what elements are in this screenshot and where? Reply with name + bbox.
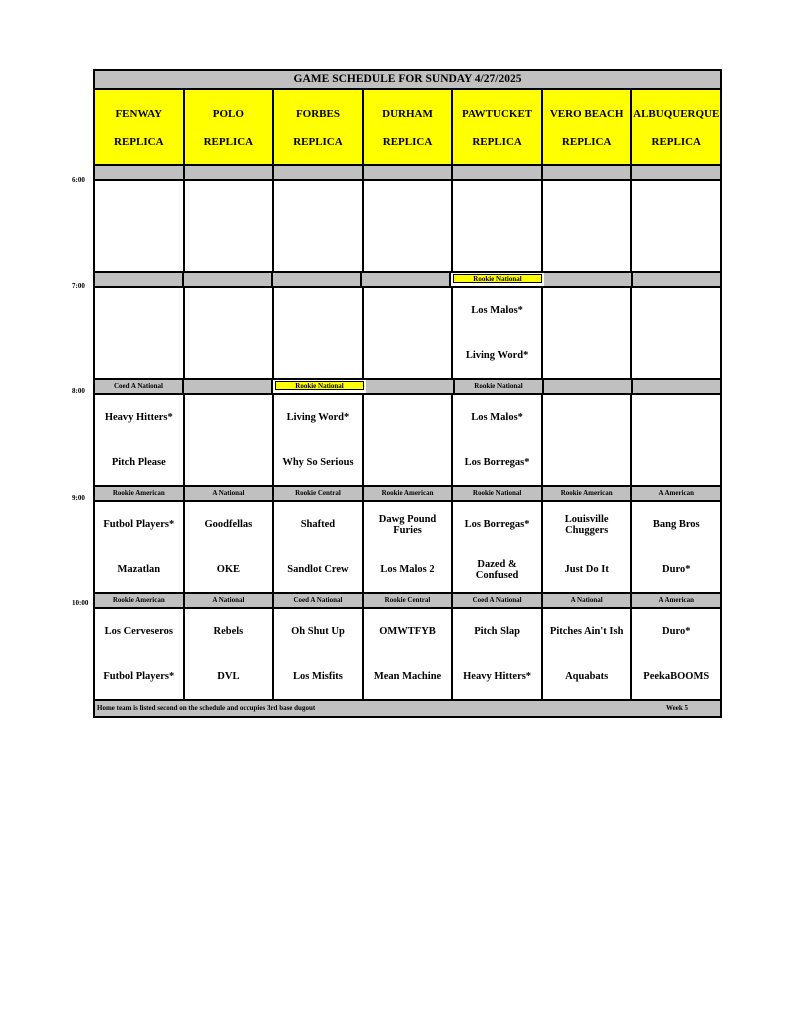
game-cell: [364, 181, 454, 271]
away-team: [406, 288, 410, 333]
division-label: [633, 380, 720, 393]
division-label: Rookie American: [95, 487, 185, 500]
away-team: Los Borregas*: [464, 519, 530, 530]
week-label: Week 5: [666, 704, 688, 712]
division-label: [366, 380, 455, 393]
home-team: [226, 333, 230, 378]
away-team: Los Malos*: [471, 305, 523, 316]
game-cell: [453, 181, 543, 271]
division-label: [362, 273, 451, 286]
field-sub: REPLICA: [293, 136, 343, 148]
away-team: Rebels: [213, 626, 244, 637]
home-team: Duro*: [662, 564, 691, 575]
away-team: [137, 288, 141, 333]
time-slots: [95, 166, 720, 701]
away-team: [674, 181, 678, 226]
away-team: [226, 288, 230, 333]
game-cell: [274, 288, 364, 378]
away-team: [674, 395, 678, 440]
home-team: Just Do It: [564, 564, 609, 575]
time-label: 8:00: [72, 387, 85, 395]
field-header: [632, 90, 720, 164]
division-label: [95, 166, 185, 179]
division-label: Rookie American: [364, 487, 454, 500]
field-header: [274, 90, 364, 164]
home-team: OKE: [216, 564, 241, 575]
game-cell: [95, 395, 185, 485]
time-label: 7:00: [72, 282, 85, 290]
game-cell: [95, 609, 185, 699]
away-team: [585, 395, 589, 440]
game-cell: [364, 288, 454, 378]
away-team: Shafted: [300, 519, 336, 530]
away-team: [316, 288, 320, 333]
game-cell: [453, 609, 543, 699]
division-label: [184, 273, 273, 286]
field-header-row: [95, 90, 720, 166]
home-team: Aquabats: [565, 671, 609, 682]
division-label: Rookie Central: [364, 594, 454, 607]
time-label: 9:00: [72, 494, 85, 502]
away-team: Los Malos*: [471, 412, 523, 423]
away-team: Heavy Hitters*: [104, 412, 173, 423]
home-team: Dazed & Confused: [475, 558, 519, 581]
division-label: [364, 166, 454, 179]
home-team: Living Word*: [465, 350, 529, 361]
away-team: Goodfellas: [204, 519, 253, 530]
away-team: [226, 395, 230, 440]
division-row: [95, 594, 720, 609]
division-label: Rookie American: [95, 594, 185, 607]
time-label: 10:00: [72, 599, 89, 607]
game-cell: [185, 288, 275, 378]
game-cell: [543, 502, 633, 592]
game-cell: [543, 288, 633, 378]
time-label: 6:00: [72, 176, 85, 184]
footer-note: Home team is listed second on the schedule and occupies 3rd base dugout: [97, 704, 316, 712]
game-row: [95, 502, 720, 594]
division-label: [543, 166, 633, 179]
away-team: [137, 181, 141, 226]
division-label: Rookie National: [453, 487, 543, 500]
away-team: [316, 181, 320, 226]
field-header: [543, 90, 633, 164]
game-cell: [632, 609, 720, 699]
home-team: [585, 440, 589, 485]
home-team: Heavy Hitters*: [463, 671, 532, 682]
game-cell: [543, 181, 633, 271]
home-team: Mazatlan: [117, 564, 161, 575]
home-team: Los Borregas*: [464, 457, 530, 468]
away-team: Pitches Ain't Ish: [549, 626, 624, 637]
game-cell: [453, 395, 543, 485]
game-cell: [185, 502, 275, 592]
away-team: [495, 181, 499, 226]
division-label: [632, 166, 720, 179]
home-team: [226, 440, 230, 485]
away-team: Pitch Slap: [474, 626, 520, 637]
division-label: A American: [632, 487, 720, 500]
game-cell: [95, 181, 185, 271]
game-row: [95, 288, 720, 380]
home-team: Futbol Players*: [103, 671, 175, 682]
home-team: [316, 333, 320, 378]
division-label: Rookie Central: [274, 487, 364, 500]
division-label: [273, 273, 362, 286]
division-label: [633, 273, 720, 286]
division-label: [544, 380, 633, 393]
home-team: [674, 440, 678, 485]
away-team: Los Cerveseros: [104, 626, 173, 637]
home-team: Pitch Please: [111, 457, 166, 468]
division-label: [274, 166, 364, 179]
game-cell: [274, 502, 364, 592]
home-team: [406, 440, 410, 485]
division-label: Rookie National: [275, 381, 364, 390]
home-team: [406, 226, 410, 271]
field-name: POLO: [212, 108, 244, 120]
game-cell: [364, 502, 454, 592]
schedule-table: [93, 69, 722, 718]
division-label: A National: [185, 487, 275, 500]
home-team: PeekaBOOMS: [643, 671, 710, 682]
away-team: OMWTFYB: [379, 626, 436, 637]
away-team: Louisville Chuggers: [564, 513, 609, 536]
game-cell: [453, 502, 543, 592]
away-team: Duro*: [662, 626, 691, 637]
away-team: Bang Bros: [652, 519, 700, 530]
game-cell: [632, 395, 720, 485]
field-sub: REPLICA: [382, 136, 433, 148]
game-cell: [185, 609, 275, 699]
game-cell: [274, 181, 364, 271]
home-team: [406, 333, 410, 378]
field-header: [185, 90, 275, 164]
schedule-title: GAME SCHEDULE FOR SUNDAY 4/27/2025: [95, 71, 720, 90]
field-name: PAWTUCKET: [462, 108, 533, 120]
game-cell: [453, 288, 543, 378]
division-row: [95, 273, 720, 288]
division-label: Rookie American: [543, 487, 633, 500]
field-header: [453, 90, 543, 164]
division-label: Rookie National: [455, 380, 544, 393]
away-team: [585, 288, 589, 333]
division-label: Coed A National: [453, 594, 543, 607]
game-cell: [274, 609, 364, 699]
game-row: [95, 181, 720, 273]
field-sub: REPLICA: [561, 136, 612, 148]
field-sub: REPLICA: [651, 136, 702, 148]
home-team: [585, 333, 589, 378]
game-cell: [364, 395, 454, 485]
field-sub: REPLICA: [203, 136, 254, 148]
division-label: [453, 166, 543, 179]
home-team: [674, 333, 678, 378]
away-team: [406, 395, 410, 440]
division-label: Rookie National: [453, 274, 542, 283]
home-team: Los Misfits: [293, 671, 343, 682]
game-cell: [632, 288, 720, 378]
away-team: Futbol Players*: [103, 519, 175, 530]
field-name: FENWAY: [115, 108, 163, 120]
home-team: [585, 226, 589, 271]
division-label: A National: [543, 594, 633, 607]
home-team: [137, 226, 141, 271]
game-cell: [95, 288, 185, 378]
division-row: [95, 166, 720, 181]
away-team: Dawg Pound Furies: [378, 513, 437, 536]
division-label: A National: [185, 594, 275, 607]
division-label: Coed A National: [95, 380, 184, 393]
division-label: [184, 380, 273, 393]
schedule-footer: [95, 701, 720, 716]
game-cell: [543, 609, 633, 699]
division-label: [185, 166, 275, 179]
field-name: VERO BEACH: [549, 108, 624, 120]
field-name: FORBES: [295, 108, 340, 120]
home-team: [137, 333, 141, 378]
game-row: [95, 609, 720, 701]
home-team: Mean Machine: [373, 671, 442, 682]
field-sub: REPLICA: [114, 136, 164, 148]
division-row: [95, 380, 720, 395]
game-row: [95, 395, 720, 487]
home-team: Los Malos 2: [380, 564, 435, 575]
home-team: DVL: [217, 671, 240, 682]
game-cell: [274, 395, 364, 485]
division-label: Coed A National: [274, 594, 364, 607]
game-cell: [185, 181, 275, 271]
division-label: [95, 273, 184, 286]
away-team: Living Word*: [286, 412, 350, 423]
game-cell: [95, 502, 185, 592]
field-name: ALBUQUERQUE: [633, 108, 720, 120]
field-name: DURHAM: [382, 108, 433, 120]
division-row: [95, 487, 720, 502]
away-team: [406, 181, 410, 226]
home-team: [674, 226, 678, 271]
game-cell: [364, 609, 454, 699]
game-cell: [543, 395, 633, 485]
home-team: Why So Serious: [282, 457, 354, 468]
game-cell: [632, 502, 720, 592]
game-cell: [185, 395, 275, 485]
game-cell: [632, 181, 720, 271]
home-team: Sandlot Crew: [287, 564, 349, 575]
division-label: [544, 273, 633, 286]
away-team: [674, 288, 678, 333]
home-team: [495, 226, 499, 271]
home-team: [316, 226, 320, 271]
field-header: [364, 90, 454, 164]
home-team: [226, 226, 230, 271]
away-team: [226, 181, 230, 226]
away-team: Oh Shut Up: [291, 626, 345, 637]
division-label: A American: [632, 594, 720, 607]
field-sub: REPLICA: [472, 136, 522, 148]
field-header: [95, 90, 185, 164]
away-team: [585, 181, 589, 226]
